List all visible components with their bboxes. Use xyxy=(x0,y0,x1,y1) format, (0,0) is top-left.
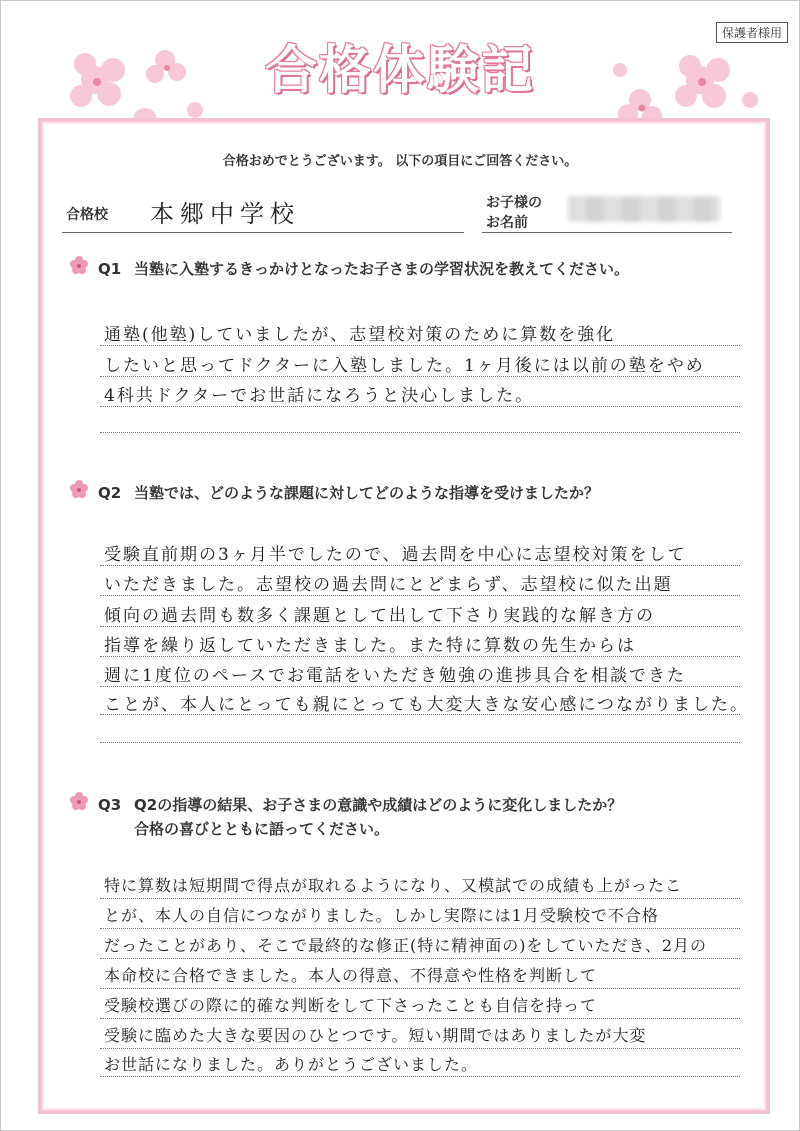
child-name-label-line2: お名前 xyxy=(486,215,528,231)
q3-number: Q3 xyxy=(98,796,122,814)
answer-line xyxy=(100,626,740,627)
q1-text: 当塾に入塾するきっかけとなったお子さまの学習状況を教えてください。 xyxy=(134,260,630,278)
flower-bullet-icon xyxy=(70,792,88,810)
q2-answer-line-6: ことが、本人にとっても親にとっても大変大きな安心感につながりました。 xyxy=(104,695,749,715)
q3-answer-line-4: 本命校に合格できました。本人の得意、不得意や性格を判断して xyxy=(104,966,598,985)
q2-number: Q2 xyxy=(98,484,122,502)
answer-line xyxy=(100,686,740,687)
child-name-redacted xyxy=(568,196,720,222)
q3-answer-line-5: 受験校選びの際に的確な判断をして下さったことも自信を持って xyxy=(104,996,598,1015)
answer-line xyxy=(100,656,740,657)
q2-text: 当塾では、どのような課題に対してどのような指導を受けましたか？ xyxy=(134,484,600,502)
answer-line xyxy=(100,376,740,377)
q3-answer-line-7: お世話になりました。ありがとうございました。 xyxy=(104,1055,479,1074)
q2-answer-line-1: 受験直前期の3ヶ月半でしたので、過去問を中心に志望校対策をして xyxy=(104,545,687,565)
q3-answer-line-3: だったことがあり、そこで最終的な修正(特に精神面の)をしていただき、2月の xyxy=(104,936,708,955)
q1-answer-line-2: したいと思ってドクターに入塾しました。1ヶ月後には以前の塾をやめ xyxy=(104,356,705,376)
answer-line xyxy=(100,595,740,596)
answer-line xyxy=(100,1076,740,1077)
q2-question xyxy=(98,482,599,503)
answer-line xyxy=(100,988,740,989)
flower-bullet-icon xyxy=(70,480,88,498)
q2-answer-line-3: 傾向の過去問も数多く課題として出して下さり実践的な解き方の xyxy=(104,606,655,626)
answer-line xyxy=(100,742,740,743)
school-label: 合格校 xyxy=(66,207,108,223)
q2-answer-line-2: いただきました。志望校の過去問にとどまらず、志望校に似た出題 xyxy=(104,575,673,595)
audience-badge: 保護者様用 xyxy=(716,22,788,43)
answer-line xyxy=(100,958,740,959)
answer-line xyxy=(100,1018,740,1019)
q3-question xyxy=(98,794,622,815)
child-name-underline xyxy=(482,232,732,233)
q1-number: Q1 xyxy=(98,260,122,278)
child-name-label-line1: お子様の xyxy=(486,195,542,211)
answer-line xyxy=(100,432,740,433)
flower-bullet-icon xyxy=(70,256,88,274)
q3-answer-line-2: とが、本人の自信につながりました。しかし実際には1月受験校で不合格 xyxy=(104,906,659,925)
q1-answer-line-1: 通塾(他塾)していましたが、志望校対策のために算数を強化 xyxy=(104,325,616,345)
q3-answer-line-6: 受験に臨めた大きな要因のひとつです。短い期間ではありましたが大変 xyxy=(104,1026,647,1045)
q1-question xyxy=(98,258,629,279)
q1-answer-line-3: 4科共ドクターでお世話になろうと決心しました。 xyxy=(104,386,535,406)
answer-line xyxy=(100,928,740,929)
answer-line xyxy=(100,1048,740,1049)
answer-line xyxy=(100,406,740,407)
q2-answer-line-4: 指導を繰り返していただきました。また特に算数の先生からは xyxy=(104,636,636,656)
q3-text-line1: Q2の指導の結果、お子さまの意識や成績はどのように変化しましたか？ xyxy=(134,796,623,814)
school-underline xyxy=(62,232,464,233)
q3-question-line2: 合格の喜びとともに語ってください。 xyxy=(134,820,390,838)
q2-answer-line-5: 週に1度位のペースでお電話をいただき勉強の進捗具合を相談できた xyxy=(104,666,686,686)
school-value: 本郷中学校 xyxy=(150,200,300,228)
q3-answer-line-1: 特に算数は短期間で得点が取れるようになり、又模試での成績も上がったこ xyxy=(104,876,683,895)
answer-line xyxy=(100,345,740,346)
page-title: 合格体験記 xyxy=(264,40,535,101)
intro-text: 合格おめでとうございます。 以下の項目にご回答ください。 xyxy=(222,154,578,169)
answer-line xyxy=(100,565,740,566)
answer-line xyxy=(100,898,740,899)
